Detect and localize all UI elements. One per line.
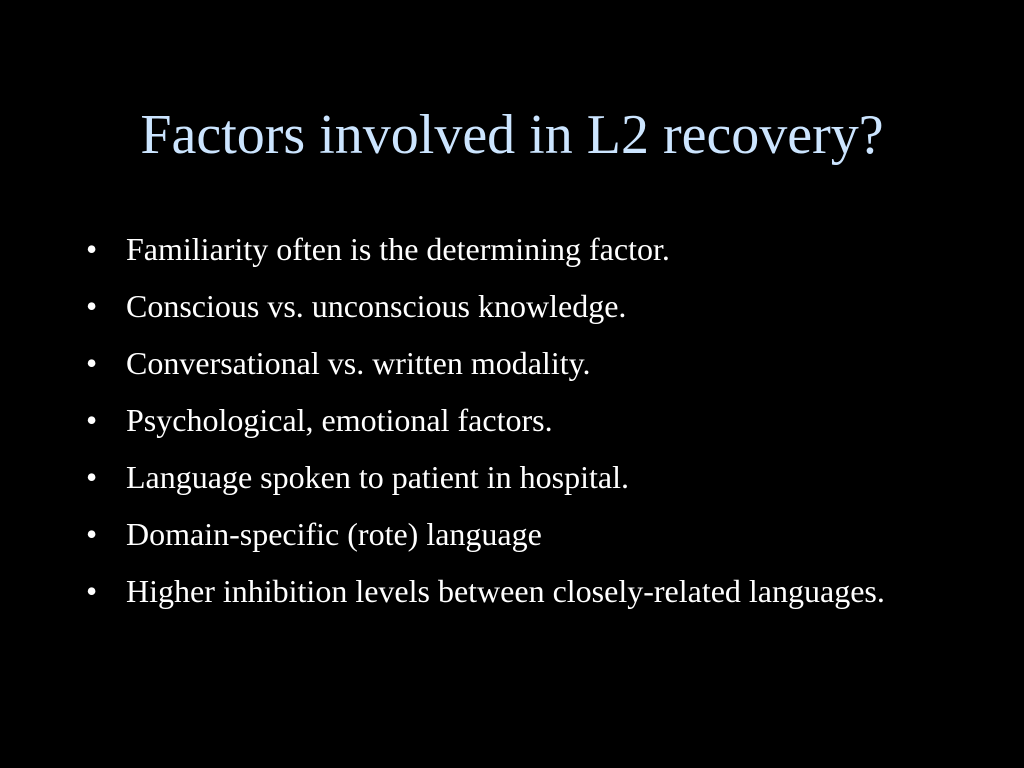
- bullet-text: Psychological, emotional factors.: [126, 402, 553, 438]
- bullet-item: [86, 515, 926, 554]
- bullet-list: [86, 230, 926, 629]
- bullet-icon: •: [86, 573, 98, 609]
- bullet-icon: •: [86, 288, 98, 324]
- bullet-item: [86, 344, 926, 383]
- bullet-icon: •: [86, 231, 98, 267]
- bullet-text: Language spoken to patient in hospital.: [126, 459, 629, 495]
- bullet-icon: •: [86, 345, 98, 381]
- bullet-text: Conversational vs. written modality.: [126, 345, 591, 381]
- bullet-item: [86, 572, 926, 611]
- bullet-icon: •: [86, 402, 98, 438]
- bullet-text: Conscious vs. unconscious knowledge.: [126, 288, 627, 324]
- bullet-icon: •: [86, 516, 98, 552]
- bullet-icon: •: [86, 459, 98, 495]
- bullet-item: [86, 230, 926, 269]
- bullet-item: [86, 287, 926, 326]
- bullet-text: Higher inhibition levels between closely-related languages.: [126, 573, 885, 609]
- slide-title: Factors involved in L2 recovery?: [140, 104, 884, 166]
- bullet-item: [86, 401, 926, 440]
- bullet-item: [86, 458, 926, 497]
- bullet-text: Familiarity often is the determining factor.: [126, 231, 670, 267]
- bullet-text: Domain-specific (rote) language: [126, 516, 542, 552]
